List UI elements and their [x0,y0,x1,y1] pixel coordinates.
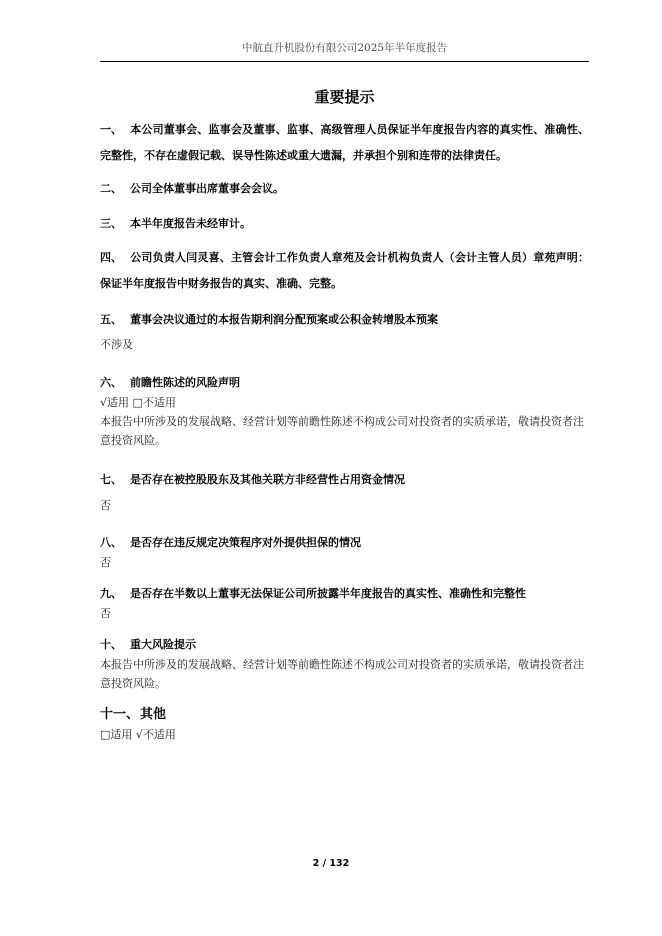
item-number: 八、 [100,536,122,549]
item-number: 九、 [100,587,122,600]
item-6-heading [100,374,589,390]
item-number: 一、 [100,123,122,136]
item-1 [100,117,589,169]
item-number: 十一、 [100,707,140,722]
item-8-body: 否 [100,556,111,569]
item-number: 三、 [100,217,122,230]
item-number: 五、 [100,313,122,326]
page-title: 重要提示 [314,88,375,106]
item-text: 本公司董事会、监事会及董事、监事、高级管理人员保证半年度报告内容的真实性、准确性、完整性，不存在虚假记载、误导性陈述或重大遗漏，并承担个别和连带的法律责任。 [100,123,589,162]
item-text: 前瞻性陈述的风险声明 [130,376,240,389]
item-10-body: 本报告中所涉及的发展战略、经营计划等前瞻性陈述不构成公司对投资者的实质承诺，敬请投资者注意投资风险。 [100,658,584,690]
item-text: 本半年度报告未经审计。 [130,217,251,230]
item-text: 董事会决议通过的本报告期利润分配预案或公积金转增股本预案 [130,313,438,326]
item-10-heading [100,636,589,652]
item-5-body: 不涉及 [100,338,133,351]
item-4 [100,245,589,297]
item-number: 七、 [100,473,122,486]
item-text: 是否存在半数以上董事无法保证公司所披露半年度报告的真实性、准确性和完整性 [130,587,526,600]
page-number: 2 / 132 [312,858,350,869]
item-9-heading [100,585,589,601]
page-header: 中航直升机股份有限公司2025年半年度报告 [241,42,448,54]
item-6-applicability: √适用 □不适用 [100,396,176,409]
item-7-body: 否 [100,499,111,512]
item-6-body: 本报告中所涉及的发展战略、经营计划等前瞻性陈述不构成公司对投资者的实质承诺，敬请投资者注意投资风险。 [100,415,584,447]
item-7-heading [100,471,589,487]
item-number: 四、 [100,251,122,264]
item-text: 重大风险提示 [130,638,196,651]
item-3 [100,215,589,231]
item-text: 公司负责人闫灵喜、主管会计工作负责人章苑及会计机构负责人（会计主管人员）章苑声明：保证半年度报告中财务报告的真实、准确、完整。 [100,251,589,290]
item-8-heading [100,534,589,550]
item-9-body: 否 [100,607,111,620]
item-text: 是否存在违反规定决策程序对外提供担保的情况 [130,536,361,549]
item-number: 六、 [100,376,122,389]
item-number: 二、 [100,182,122,195]
item-5-heading [100,311,589,327]
item-11-body: □适用 √不适用 [100,728,176,741]
item-11-heading [100,703,589,722]
item-2 [100,180,589,196]
item-number: 十、 [100,638,122,651]
item-text: 其他 [140,707,167,722]
item-text: 公司全体董事出席董事会会议。 [130,182,284,195]
header-divider [100,61,589,62]
item-text: 是否存在被控股股东及其他关联方非经营性占用资金情况 [130,473,405,486]
